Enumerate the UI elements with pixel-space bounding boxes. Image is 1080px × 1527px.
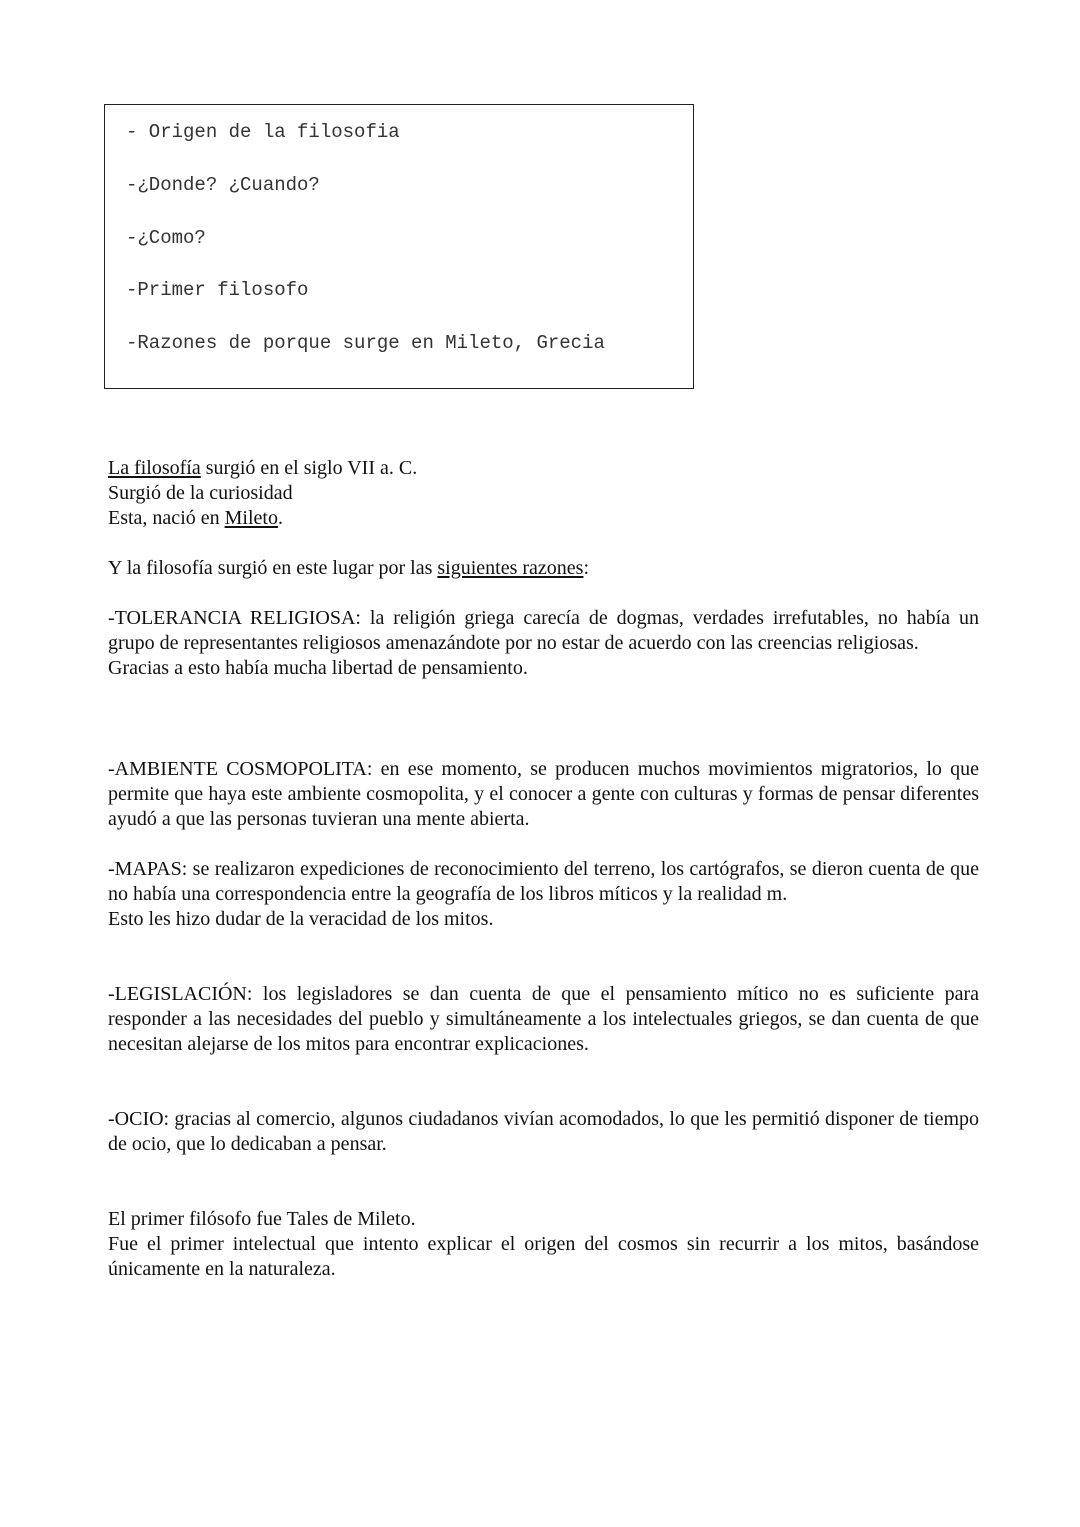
outline-item: -Razones de porque surge en Mileto, Grecia xyxy=(126,332,605,354)
reason-extra: Esto les hizo dudar de la veracidad de los mitos. xyxy=(108,908,494,930)
outline-item: - Origen de la filosofia xyxy=(126,121,400,143)
underlined-term: La filosofía xyxy=(108,457,201,479)
text: Surgió de la curiosidad xyxy=(108,482,293,504)
underlined-term: siguientes razones xyxy=(437,557,584,579)
reason-ambiente-cosmopolita xyxy=(108,757,979,832)
reason-text: -AMBIENTE COSMOPOLITA: en ese momento, se producen muchos movimientos migratorios, lo que permite que haya este ambiente cosmopolita, y el conocer a gente con culturas y formas de pensar diferentes ayudó a que las personas tuvieran una mente abierta. xyxy=(108,758,979,830)
reason-extra: Gracias a esto había mucha libertad de pensamiento. xyxy=(108,657,528,679)
reason-legislacion xyxy=(108,982,979,1057)
text: . xyxy=(277,507,283,529)
reason-tolerancia-religiosa xyxy=(108,606,979,681)
reason-text: -TOLERANCIA RELIGIOSA: la religión griega carecía de dogmas, verdades irrefutables, no había un grupo de representantes religiosos amenazándote por no estar de acuerdo con las creencias religiosas. xyxy=(108,607,979,654)
reason-text: -LEGISLACIÓN: los legisladores se dan cuenta de que el pensamiento mítico no es suficiente para responder a las necesidades del pueblo y simultáneamente a los intelectuales griegos, se dan cuenta de que necesitan alejarse de los mitos para encontrar explicaciones. xyxy=(108,983,979,1055)
text: Y la filosofía surgió en este lugar por las xyxy=(108,557,438,579)
reason-text: -MAPAS: se realizaron expediciones de reconocimiento del terreno, los cartógrafos, se dieron cuenta de que no había una correspondencia entre la geografía de los libros míticos y la realidad m. xyxy=(108,858,979,905)
outline-item: -Primer filosofo xyxy=(126,279,309,301)
reason-mapas xyxy=(108,857,979,932)
outline-item: -¿Donde? ¿Cuando? xyxy=(126,174,320,196)
reason-text: -OCIO: gracias al comercio, algunos ciudadanos vivían acomodados, lo que les permitió disponer de tiempo de ocio, que lo dedicaban a pensar. xyxy=(108,1108,979,1155)
outline-item: -¿Como? xyxy=(126,227,206,249)
reason-ocio xyxy=(108,1107,979,1157)
conclusion-paragraph xyxy=(108,1207,979,1282)
text: Esta, nació en xyxy=(108,507,225,529)
intro-paragraph xyxy=(108,456,979,531)
text: : xyxy=(583,557,590,579)
outline-box xyxy=(104,104,694,389)
text: surgió en el siglo VII a. C. xyxy=(200,457,418,479)
reasons-intro xyxy=(108,556,979,581)
text: Fue el primer intelectual que intento explicar el origen del cosmos sin recurrir a los mitos, basándose únicamente en la naturaleza. xyxy=(108,1233,979,1280)
underlined-term: Mileto xyxy=(224,507,278,529)
text: El primer filósofo fue Tales de Mileto. xyxy=(108,1208,416,1230)
